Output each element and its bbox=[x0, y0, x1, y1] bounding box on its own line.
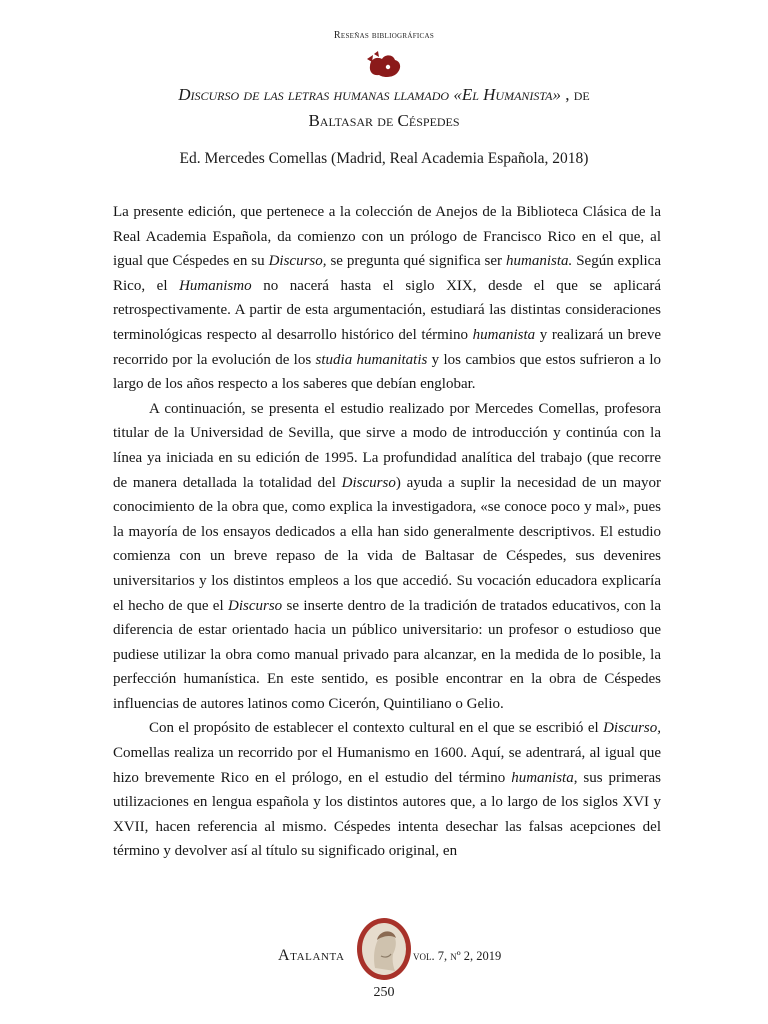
title-connector: , de bbox=[561, 85, 590, 104]
page-number: 250 bbox=[373, 985, 395, 1000]
edition-info: Ed. Mercedes Comellas (Madrid, Real Academia Española, 2018) bbox=[179, 150, 589, 167]
paragraph-1: La presente edición, que pertenece a la colección de Anejos de la Biblioteca Clásica de la Real Academia Española, da comienzo con un prólogo de Francisco Rico en el que, al igual que Céspedes en su Discurso, se pregunta qué significa ser humanista. Según explica Rico, el Humanismo no nacerá hasta el siglo XIX, desde el que se aplicará retrospectivamente. A partir de esta argumentación, estudiará las distintas consideraciones terminológicas respecto al desarrollo histórico del término humanista y realizará un breve recorrido por la evolución de los studia humanitatis y los cambios que estos sufrieron a lo largo de los años respecto a los saberes que debían englobar. bbox=[113, 204, 662, 393]
review-title bbox=[0, 85, 768, 105]
fleuron-ornament-icon bbox=[364, 50, 404, 80]
work-title: Discurso de las letras humanas llamado «El Humanista» bbox=[178, 85, 562, 104]
paragraph-3: Con el propósito de establecer el contexto cultural en el que se escribió el Discurso, Comellas realiza un recorrido por el Humanismo en 1600. Aquí, se adentrará, al igual que hizo brevemente Rico en el prólogo, en el estudio del término humanista, sus primeras utilizaciones en lengua española y los distintos autores que, a lo largo de los siglos XVI y XVII, hacen referencia al mismo. Céspedes intenta desechar las falsas acepciones del término y devolver así al título su significado original, en bbox=[113, 720, 661, 860]
running-header: Reseñas bibliográficas bbox=[333, 30, 435, 41]
page-footer bbox=[0, 916, 768, 986]
volume-info: vol. 7, nº 2, 2019 bbox=[413, 949, 502, 963]
review-author: Baltasar de Céspedes bbox=[308, 111, 460, 130]
atalanta-medallion-icon bbox=[355, 916, 413, 982]
review-body bbox=[113, 200, 661, 864]
journal-name: Atalanta bbox=[278, 947, 345, 964]
paragraph-2: A continuación, se presenta el estudio realizado por Mercedes Comellas, profesora titular de la Universidad de Sevilla, que sirve a modo de introducción y continúa con la línea ya iniciada en su edición de 1995. La profundidad analítica del trabajo (que recorre de manera detallada la totalidad del Discurso) ayuda a suplir la necesidad de un mayor conocimiento de la obra que, como explica la investigadora, «se conoce poco y mal», pues la mayoría de los ensayos dedicados a ella han sido generalmente descriptivos. El estudio comienza con un breve repaso de la vida de Baltasar de Céspedes, sus devenires universitarios y los distintos empleos a los que accedió. Su vocación educadora explicaría el hecho de que el Discurso se inserte dentro de la tradición de tratados educativos, con la diferencia de estar orientado hacia un público universitario: un profesor o estudioso que pudiese utilizar la obra como manual privado para alcanzar, en la medida de lo posible, la perfección humanística. En este sentido, es posible encontrar en la obra de Céspedes influencias de autores latinos como Cicerón, Quintiliano o Gelio. bbox=[113, 400, 662, 712]
